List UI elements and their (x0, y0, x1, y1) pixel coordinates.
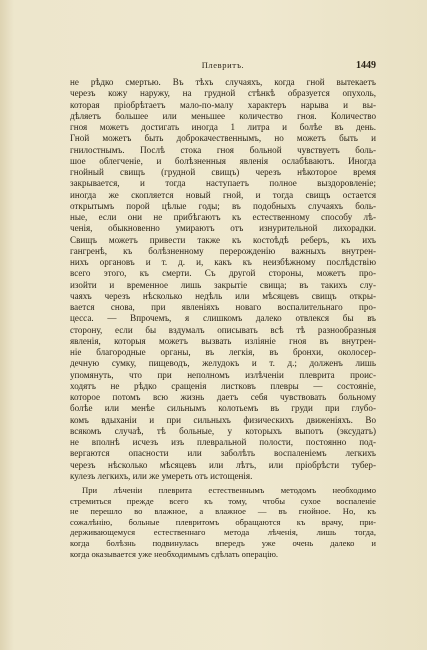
text-line: гноя можетъ достигать иногда 1 литра и болѣе въ день. (70, 122, 376, 132)
text-line: держивающемуся естественнаго метода лѣченія, лишь тогда, (70, 527, 376, 538)
text-line: цесса. — Впрочемъ, я слишкомъ далеко отвлекся бы въ (70, 313, 376, 324)
text-line: гангренѣ, къ болѣзненному перерожденію важныхъ внутрен- (70, 245, 376, 256)
text-line: которая пріобрѣтаетъ мало-по-малу характеръ нарыва и вы- (70, 99, 376, 110)
text-line: не перешло во влажное, а влажное — въ гнойное. Но, къ (70, 506, 376, 517)
text-line: вергаются опасности или заболѣть воспаленіемъ легкихъ (70, 448, 376, 459)
text-line: кулезъ легкихъ, или же умереть отъ истощенія. (70, 470, 253, 481)
text-line: не рѣдко смертью. Въ тѣхъ случаяхъ, когда гной вытекаетъ (70, 77, 376, 87)
text-line: гнойный свищъ (грудной свищъ) черезъ нѣкоторое время (70, 167, 376, 177)
text-line: комъ вдыханіи и при сильныхъ физическихъ движеніяхъ. Во (70, 414, 376, 425)
text-line: сожалѣнію, больные плевритомъ обращаются къ врачу, при- (70, 516, 376, 527)
text-line: При лѣченіи плеврита естественнымъ методомъ необходимо (82, 485, 376, 495)
running-title: Плевритъ. (201, 60, 245, 70)
body-text (70, 77, 376, 559)
text-line: всего этого, къ смерти. Съ другой стороны, можетъ про- (70, 268, 376, 279)
text-line: всякомъ случаѣ, тѣ больные, у которыхъ выпотъ (эксудатъ) (70, 425, 376, 436)
text-line: дѣляетъ большее или меньшее количество гноя. Количество (70, 110, 376, 121)
text-line: открытымъ порой цѣлые годы; въ подобныхъ случаяхъ боль- (70, 200, 376, 211)
text-line: иногда же скопляется новый гной, и тогда свищъ остается (70, 189, 376, 200)
text-line: когда болѣзнь подвинулась впередъ уже очень далеко и (70, 537, 376, 548)
text-line: изойти и временное лишь закрытіе свища; въ такихъ слу- (70, 279, 376, 290)
text-line: ніе благородные органы, въ легкія, въ бронхи, околосер- (70, 347, 376, 357)
text-line: явленія, которыя можетъ вызвать изліяніе гноя въ внутрен- (70, 335, 376, 346)
text-line: нихъ органовъ и т. д. и, какъ къ неизбѣжному послѣдствію (70, 257, 376, 267)
text-line: закрывается, и тогда наступаетъ полное выздоровленіе; (70, 178, 376, 189)
text-line: сторону, если бы вздумалъ описывать всѣ тѣ разнообразныя (70, 324, 376, 335)
page-header (70, 60, 376, 74)
text-line: Гной можетъ быть доброкачественнымъ, но можетъ быть и (70, 133, 376, 144)
text-line: гнилостнымъ. Послѣ стока гноя больной чувствуетъ боль- (70, 144, 376, 155)
text-line: которое потомъ всю жизнь даетъ себя чувствовать больному (70, 392, 376, 402)
paragraph-1 (70, 77, 376, 482)
text-line: ходятъ не рѣдко сращенія листковъ плевры — состояніе, (70, 380, 376, 391)
text-line: черезъ нѣсколько мѣсяцевъ или лѣтъ, или пріобрѣсти тубер- (70, 459, 376, 470)
text-line: черезъ кожу наружу, на грудной стѣнкѣ образуется опухоль, (70, 88, 376, 99)
text-line: болѣе или менѣе сильнымъ колотьемъ въ груди при глубо- (70, 403, 376, 414)
text-line: упомянуть, что при неполномъ излѣченіи плеврита проис- (70, 369, 376, 380)
text-line: Свищъ можетъ привести также къ костоѣдѣ реберъ, къ ихъ (70, 234, 376, 245)
text-line: не вполнѣ исчезъ изъ плевральной полости, постоянно под- (70, 437, 376, 447)
page-number: 1449 (356, 60, 376, 71)
text-line: ные, если они не прибѣгаютъ къ естественному способу лѣ- (70, 212, 376, 222)
paragraph-2 (70, 485, 376, 559)
text-line: чаяхъ черезъ нѣсколько недѣль или мѣсяцевъ свищъ откры- (70, 290, 376, 301)
text-line: когда оказывается уже необходимымъ сдѣлать операцію. (70, 548, 279, 559)
text-line: дечную сумку, пищеводъ, желудокъ и т. д.; долженъ лишь (70, 358, 376, 369)
text-line: шое облегченіе, и болѣзненныя явленія ослабѣваютъ. Иногда (70, 155, 376, 166)
text-line: ченія, обыкновенно умираютъ отъ изнурительной лихорадки. (70, 223, 376, 234)
text-line: вается снова, при явленіяхъ новаго воспалительнаго про- (70, 302, 376, 312)
text-line: стремиться прежде всего къ тому, чтобы сухое воспаленіе (70, 495, 376, 506)
